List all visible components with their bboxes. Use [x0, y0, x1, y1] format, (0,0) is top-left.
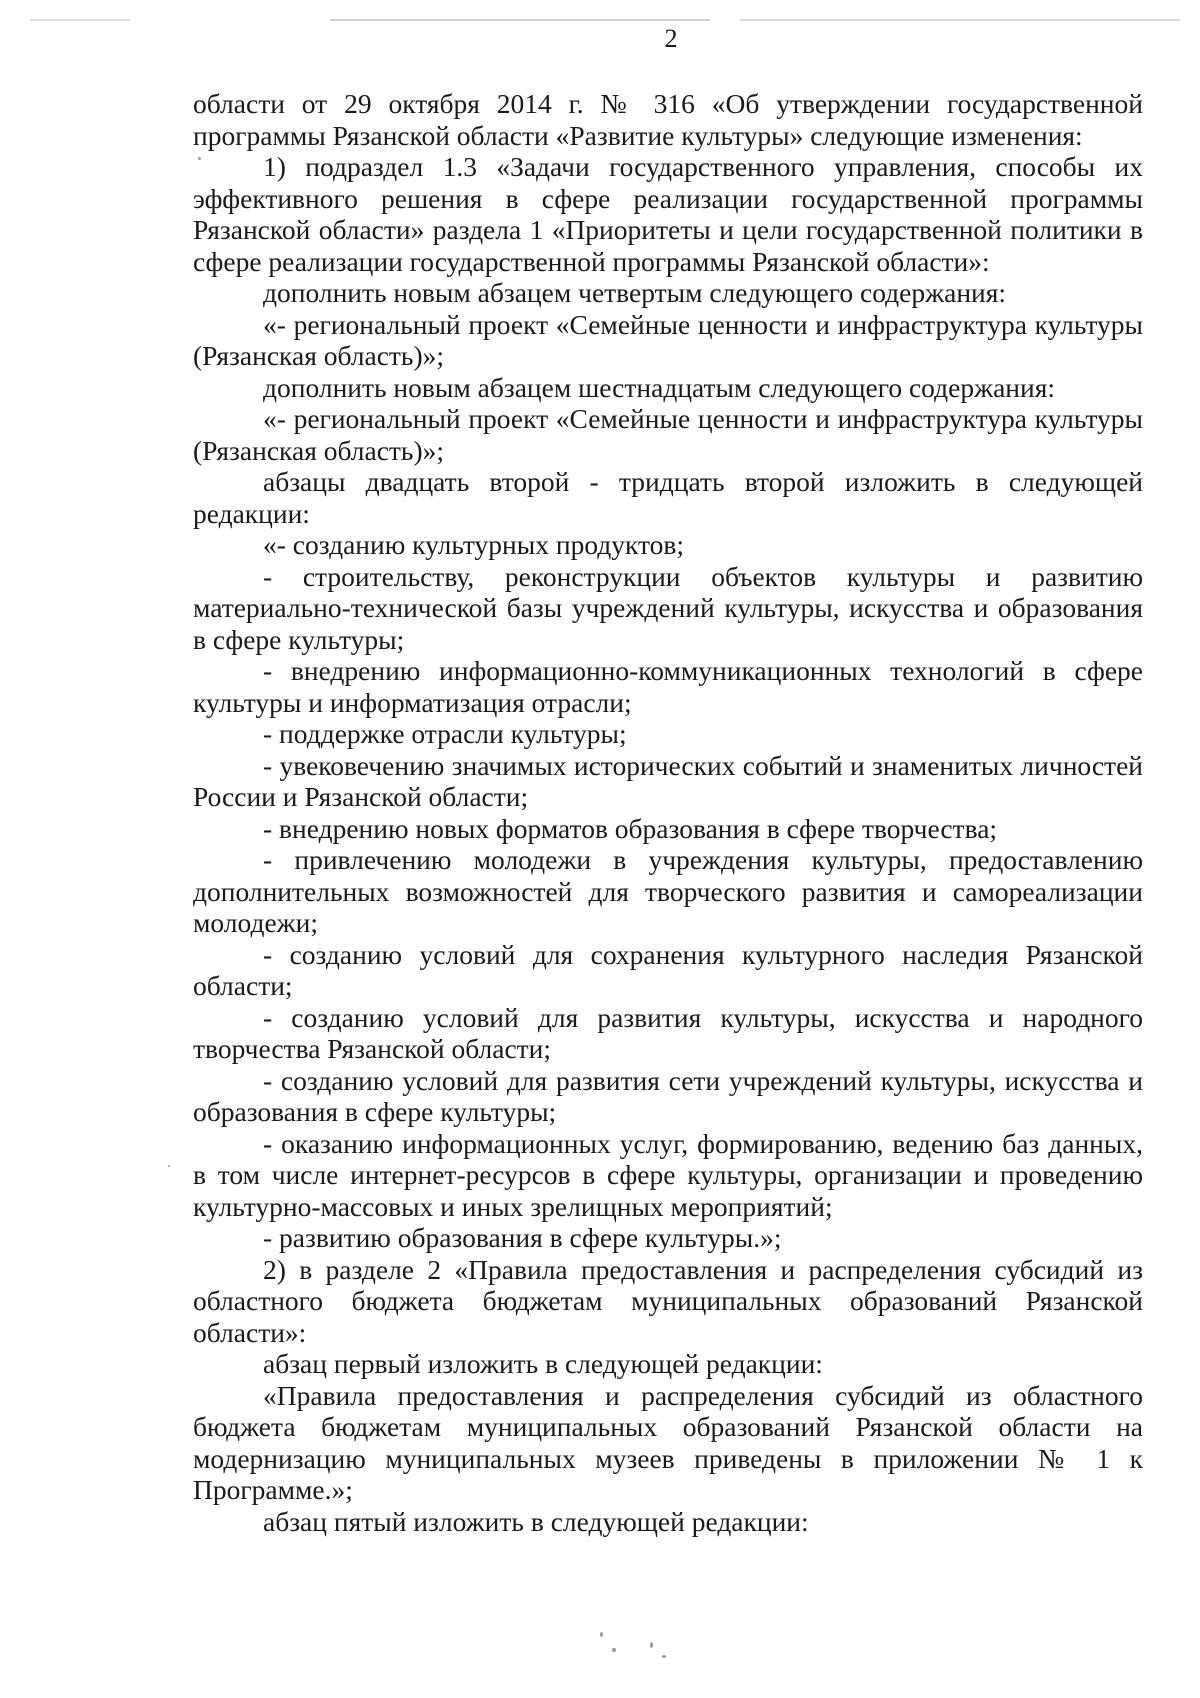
scan-artifact-line: [740, 19, 1180, 21]
paragraph: - оказанию информационных услуг, формированию, ведению баз данных, в том числе интернет-ресурсов в сфере культуры, организации и проведению культурно-массовых и иных зрелищных мероприятий;: [193, 1127, 1143, 1222]
document-body: [193, 88, 1143, 1537]
paragraph: дополнить новым абзацем шестнадцатым следующего содержания:: [263, 371, 1055, 403]
paragraph: - внедрению новых форматов образования в сфере творчества;: [263, 812, 998, 844]
scan-speck: [612, 1648, 616, 1652]
paragraph: - развитию образования в сфере культуры.»;: [263, 1222, 782, 1253]
scan-speck: [662, 1655, 666, 1658]
paragraph: дополнить новым абзацем четвертым следующего содержания:: [263, 277, 1007, 308]
paragraph: «Правила предоставления и распределения субсидий из областного бюджета бюджетам муниципальных образований Рязанской области на модернизацию муниципальных музеев приведены в приложении № 1 к Программе.»;: [193, 1379, 1143, 1505]
paragraph: - созданию условий для сохранения культурного наследия Рязанской области;: [193, 938, 1143, 1001]
scan-speck: [600, 1632, 603, 1637]
paragraph: абзацы двадцать второй - тридцать второй изложить в следующей редакции:: [193, 466, 1143, 529]
scan-speck: [650, 1642, 653, 1648]
paragraph: «- региональный проект «Семейные ценности и инфраструктура культуры (Рязанская область)»;: [193, 403, 1143, 466]
paragraph: абзац первый изложить в следующей редакции:: [263, 1348, 823, 1379]
paragraph: области от 29 октября 2014 г. № 316 «Об утверждении государственной программы Рязанской области «Развитие культуры» следующие изменения:: [193, 88, 1143, 151]
paragraph: - созданию условий для развития культуры, искусства и народного творчества Рязанской области;: [193, 1001, 1143, 1064]
paragraph: - поддержке отрасли культуры;: [263, 718, 627, 749]
scan-speck: [198, 157, 201, 160]
paragraph: 1) подраздел 1.3 «Задачи государственного управления, способы их эффективного решения в сфере реализации государственной программы Рязанской области» раздела 1 «Приоритеты и цели государственной политики в сфере реализации государственной программы Рязанской области»:: [193, 151, 1143, 277]
paragraph: абзац пятый изложить в следующей редакции:: [263, 1505, 809, 1537]
scan-artifact-line: [330, 19, 710, 21]
paragraph: - строительству, реконструкции объектов культуры и развитию материально-технической базы учреждений культуры, искусства и образования в сфере культуры;: [193, 560, 1143, 655]
page-number: 2: [664, 24, 678, 53]
paragraph: - привлечению молодежи в учреждения культуры, предоставлению дополнительных возможностей для творческого развития и самореализации молодежи;: [193, 844, 1143, 938]
paragraph: - увековечению значимых исторических событий и знаменитых личностей России и Рязанской области;: [193, 749, 1143, 812]
scan-artifact-line: [30, 19, 130, 21]
paragraph: - созданию условий для развития сети учреждений культуры, искусства и образования в сфере культуры;: [193, 1064, 1143, 1127]
paragraph: «- региональный проект «Семейные ценности и инфраструктура культуры (Рязанская область)»;: [193, 308, 1143, 371]
scan-speck: [168, 1165, 170, 1167]
paragraph: 2) в разделе 2 «Правила предоставления и распределения субсидий из областного бюджета бюджетам муниципальных образований Рязанской области»:: [193, 1253, 1143, 1348]
paragraph: - внедрению информационно-коммуникационных технологий в сфере культуры и информатизация отрасли;: [193, 655, 1143, 718]
paragraph: «- созданию культурных продуктов;: [263, 529, 685, 560]
